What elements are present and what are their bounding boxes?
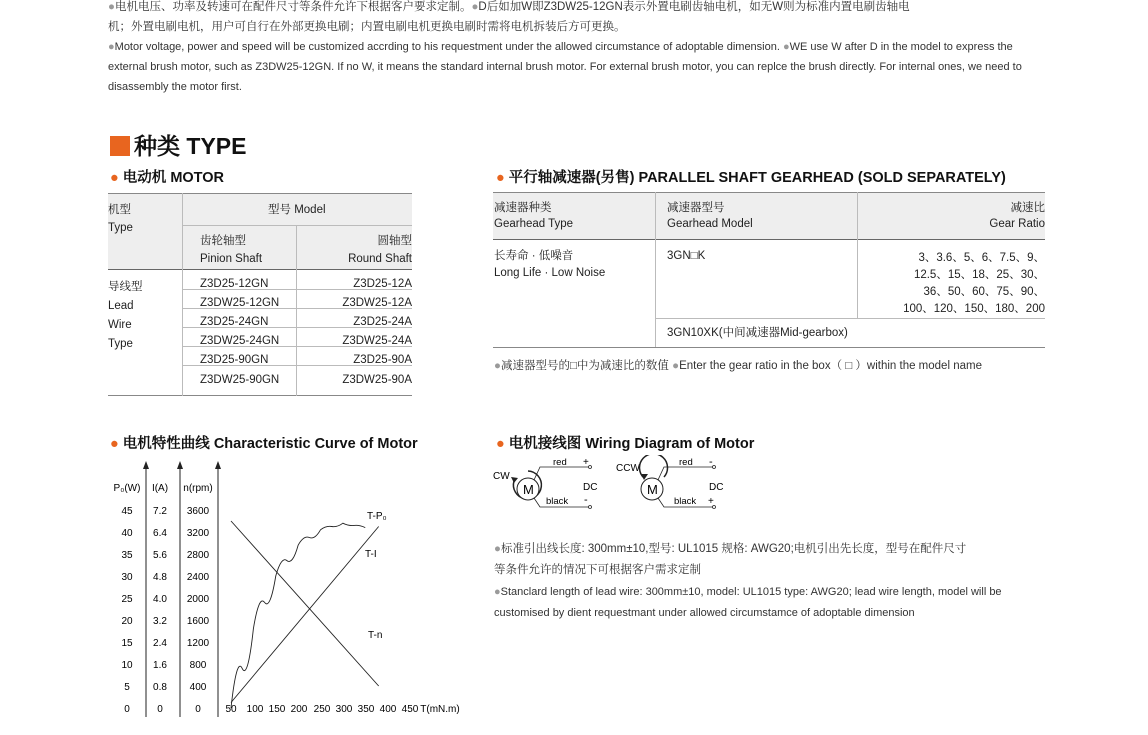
- bullet-icon: ●: [471, 1, 479, 13]
- table-row: Z3D25-90GN: [200, 354, 269, 366]
- y-tick-label: 45: [121, 506, 133, 517]
- type-section-title: 种类 TYPE: [110, 128, 246, 161]
- y-tick-label: 6.4: [153, 528, 167, 539]
- y-tick-label: 5: [124, 682, 130, 693]
- table-row: Z3DW25-12GN: [200, 297, 280, 309]
- note-en-line1: ●Motor voltage, power and speed will be customized accrding to his requestment under the allowed circumstance of adoptable dimension. ●WE use W after D in the model to express the: [108, 41, 1013, 53]
- y-tick-label: 40: [121, 528, 133, 539]
- svg-text:M: M: [523, 482, 534, 497]
- gh-col1-en: Gearhead Type: [494, 218, 574, 230]
- table-row: Z3DW25-12A: [342, 297, 412, 309]
- bullet-icon: ●: [494, 586, 501, 598]
- wiring-note-cn2: 等条件允许的情况下可根据客户需求定制: [494, 564, 701, 576]
- gh-ratios: 3、3.6、5、6、7.5、9、 12.5、15、18、25、30、 36、50、60、75、90、 100、120、150、180、200: [903, 252, 1045, 315]
- axis-arrow-icon: [215, 461, 221, 469]
- y-tick-label: 0: [195, 704, 201, 715]
- gh-type-en: Long Life · Low Noise: [494, 267, 606, 279]
- note-en-line3: disassembly the motor first.: [108, 81, 242, 93]
- y-tick-label: 400: [189, 682, 207, 693]
- wiring-title: ● 电机接线图 Wiring Diagram of Motor: [496, 436, 755, 452]
- y-tick-label: 25: [121, 594, 133, 605]
- ccw-motor-diagram: [616, 455, 723, 509]
- wiring-diagram: [490, 455, 750, 515]
- cw-motor-diagram: [493, 457, 597, 509]
- col-round-en: Round Shaft: [348, 253, 412, 265]
- y-tick-label: 3.2: [153, 616, 167, 627]
- gh-col2-en: Gearhead Model: [667, 218, 753, 230]
- series-line-2: [231, 521, 379, 686]
- y-tick-label: 30: [121, 572, 133, 583]
- note-cn-line1: ●电机电压、功率及转速可在配件尺寸等条件允许下根据客户要求定制。●D后如加W即Z3DW25-12GN表示外置电刷齿轴电机，如无W则为标准内置电刷齿轴电: [108, 1, 910, 13]
- y-tick-label: 10: [121, 660, 133, 671]
- y-tick-label: 3600: [186, 506, 210, 517]
- series-label: T-I: [365, 549, 377, 560]
- y-tick-label: 15: [121, 638, 133, 649]
- col-model: 型号 Model: [268, 204, 326, 216]
- svg-text:black: black: [546, 496, 569, 507]
- svg-text:black: black: [674, 496, 697, 507]
- series-label: T-n: [368, 630, 383, 641]
- svg-text:red: red: [553, 457, 567, 468]
- wiring-note-en1: ●Stanclard length of lead wire: 300mm±10, model: UL1015 type: AWG20; lead wire length, model will be: [494, 586, 1002, 598]
- x-axis-label: T(mN.m): [420, 704, 460, 715]
- y-tick-label: 2000: [186, 594, 210, 605]
- gearhead-table: [493, 192, 1045, 348]
- y-tick-label: 1200: [186, 638, 210, 649]
- bullet-icon: ●: [108, 41, 115, 53]
- gh-col2-cn: 减速器型号: [667, 202, 725, 214]
- y-tick-label: 4.8: [153, 572, 167, 583]
- table-row: Z3DW25-90A: [342, 374, 412, 386]
- svg-text:M: M: [647, 482, 658, 497]
- gh-type-cn: 长寿命 · 低噪音: [494, 250, 574, 262]
- x-tick-label: 350: [357, 704, 375, 715]
- y-axis-label: I(A): [151, 483, 169, 494]
- bullet-icon: ●: [494, 360, 501, 372]
- table-row: Z3D25-24A: [353, 316, 412, 328]
- svg-text:+: +: [708, 496, 714, 507]
- gh-model2: 3GN10XK(中间减速器Mid-gearbox): [667, 327, 848, 339]
- table-row: Z3DW25-24GN: [200, 335, 280, 347]
- axis-arrow-icon: [177, 461, 183, 469]
- y-tick-label: 0: [124, 704, 130, 715]
- gearhead-title: ● 平行轴减速器(另售) PARALLEL SHAFT GEARHEAD (SOLD SEPARATELY): [496, 170, 1006, 186]
- characteristic-curve-chart: [100, 455, 470, 725]
- y-tick-label: 7.2: [153, 506, 167, 517]
- table-row: Z3D25-24GN: [200, 316, 269, 328]
- series-line-0: [231, 523, 365, 708]
- y-tick-label: 3200: [186, 528, 210, 539]
- square-marker-icon: [110, 136, 130, 156]
- bullet-icon: ●: [496, 436, 505, 452]
- table-row: Z3DW25-90GN: [200, 374, 280, 386]
- svg-text:DC: DC: [583, 482, 598, 493]
- bullet-icon: ●: [108, 1, 115, 13]
- y-axis-label: P₀(W): [113, 483, 141, 494]
- bullet-icon: ●: [782, 41, 790, 53]
- x-tick-label: 300: [335, 704, 353, 715]
- bullet-icon: ●: [110, 436, 119, 452]
- col-type-en: Type: [108, 222, 133, 234]
- y-axis-label: n(rpm): [183, 483, 213, 494]
- col-type-cn: 机型: [108, 204, 131, 216]
- x-tick-label: 200: [290, 704, 308, 715]
- motor-title: ● 电动机 MOTOR: [110, 170, 225, 186]
- y-tick-label: 5.6: [153, 550, 167, 561]
- cw-label: CW: [493, 471, 510, 482]
- table-row: Z3DW25-24A: [342, 335, 412, 347]
- gearhead-note: ●减速器型号的□中为减速比的数值 ●Enter the gear ratio in the box（ □ ）within the model name: [494, 360, 982, 372]
- curve-title: ● 电机特性曲线 Characteristic Curve of Motor: [110, 436, 418, 452]
- table-row: Z3D25-12A: [353, 278, 412, 290]
- x-tick-label: 450: [401, 704, 419, 715]
- y-tick-label: 20: [121, 616, 133, 627]
- x-tick-label: 400: [379, 704, 397, 715]
- y-tick-label: 2400: [186, 572, 210, 583]
- x-tick-label: 100: [246, 704, 264, 715]
- note-cn-line2: 机；外置电刷电机，用户可自行在外部更换电刷；内置电刷电机更换电刷时需将电机拆装后方可更换。: [108, 21, 626, 33]
- bullet-icon: ●: [494, 543, 501, 555]
- bullet-icon: ●: [672, 360, 680, 372]
- y-tick-label: 4.0: [153, 594, 167, 605]
- table-row: Z3D25-90A: [353, 354, 412, 366]
- bullet-icon: ●: [496, 170, 505, 186]
- y-tick-label: 35: [121, 550, 133, 561]
- svg-text:red: red: [679, 457, 693, 468]
- x-tick-label: 250: [313, 704, 331, 715]
- col-round-cn: 圆轴型: [377, 235, 412, 247]
- svg-text:+: +: [583, 457, 589, 468]
- y-tick-label: 1.6: [153, 660, 167, 671]
- series-line-1: [231, 527, 379, 703]
- wiring-note-cn1: ●标准引出线长度: 300mm±10,型号: UL1015 规格: AWG20;电机引出先长度，型号在配件尺寸: [494, 543, 967, 555]
- gh-model1: 3GN□K: [667, 250, 706, 262]
- col-pinion-en: Pinion Shaft: [200, 253, 263, 265]
- y-tick-label: 800: [189, 660, 207, 671]
- bullet-icon: ●: [110, 170, 119, 186]
- ccw-label: CCW: [616, 463, 640, 474]
- type-label: 导线型 Lead Wire Type: [108, 281, 143, 350]
- svg-text:DC: DC: [709, 482, 724, 493]
- y-tick-label: 0: [157, 704, 163, 715]
- gh-col1-cn: 减速器种类: [494, 202, 552, 214]
- series-label: T-P₀: [367, 511, 387, 522]
- x-tick-label: 150: [268, 704, 286, 715]
- svg-text:-: -: [709, 456, 713, 468]
- y-tick-label: 2.4: [153, 638, 167, 649]
- gh-col3-cn: 减速比: [1010, 202, 1045, 214]
- svg-text:-: -: [584, 494, 588, 506]
- note-en-line2: external brush motor, such as Z3DW25-12GN. If no W, it means the standard internal brush motor. For external brush motor, you can replce the brush directly. For internal ones, we need to: [108, 61, 1022, 73]
- wiring-note-en2: customised by dient requestmant under allowed circumstamce of adoptable dimension: [494, 607, 915, 619]
- y-tick-label: 0.8: [153, 682, 167, 693]
- y-tick-label: 2800: [186, 550, 210, 561]
- table-row: Z3D25-12GN: [200, 278, 269, 290]
- axis-arrow-icon: [143, 461, 149, 469]
- x-tick-label: 50: [225, 704, 237, 715]
- y-tick-label: 1600: [186, 616, 210, 627]
- motor-table: [108, 193, 412, 396]
- col-pinion-cn: 齿轮轴型: [200, 235, 246, 247]
- gh-col3-en: Gear Ratio: [989, 218, 1045, 230]
